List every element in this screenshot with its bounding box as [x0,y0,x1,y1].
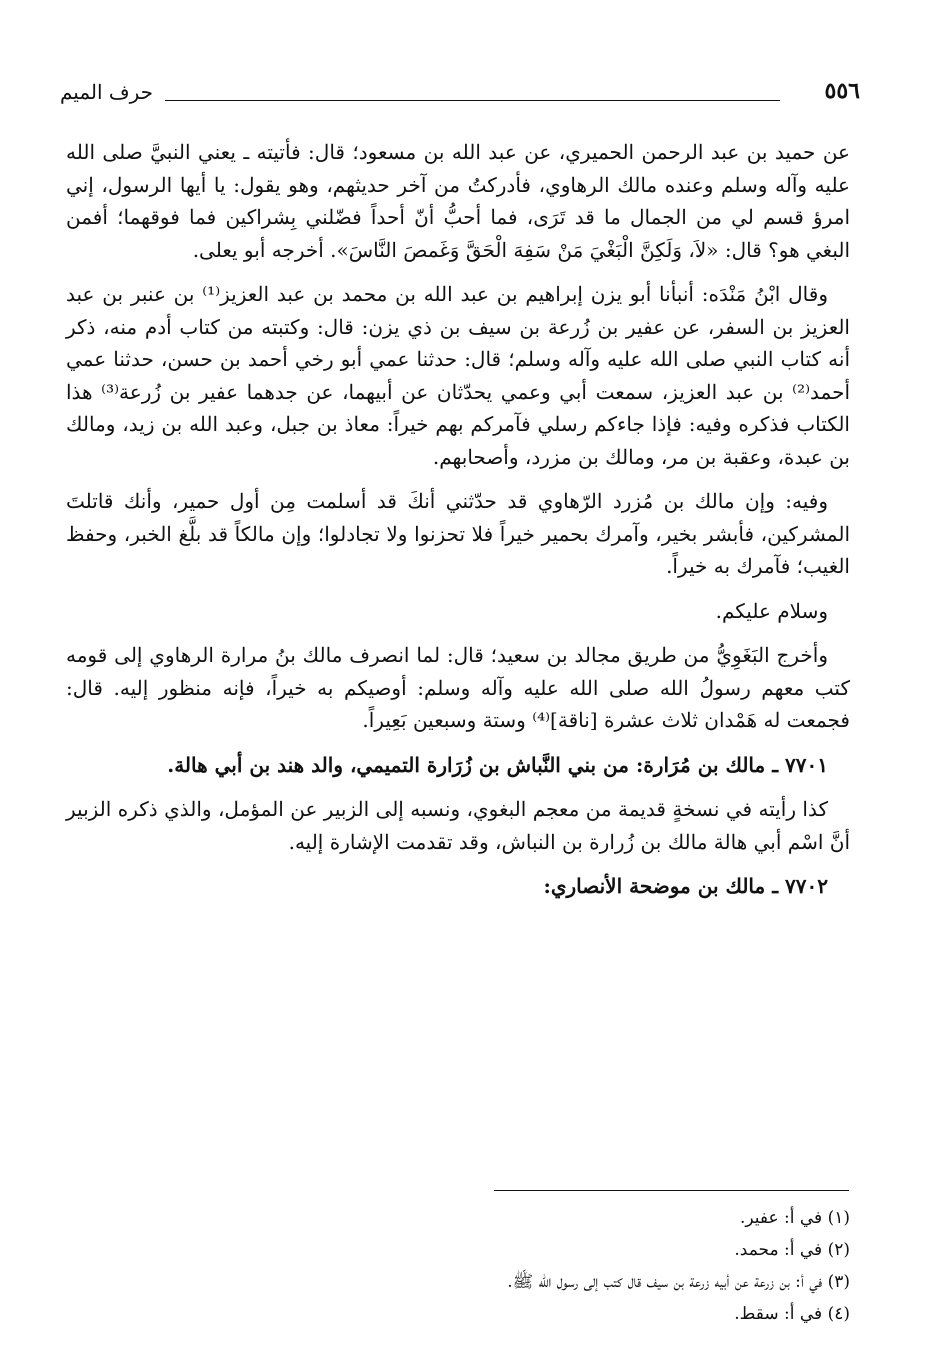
entry-7701: ٧٧٠١ ـ مالك بن مُرَارة: من بني النَّباش بن زُرَارة التميمي، والد هند بن أبي هالة. [167,752,828,777]
paragraph-4: وسلام عليكم. [715,598,828,623]
paragraph-7: كذا رأيته في نسخةٍ قديمة من معجم البغوي، ونسبه إلى الزبير عن المؤمل، والذي ذكره الزبير أنَّ اسْم أبي هالة مالك بن زُرارة بن النباش، وقد تقدمت الإشارة إليه. [66,797,850,854]
entry-7702: ٧٧٠٢ ـ مالك بن موضحة الأنصاري: [543,874,828,898]
header-rule [165,100,780,101]
paragraph-1: عن حميد بن عبد الرحمن الحميري، عن عبد الله بن مسعود؛ قال: فأتيته ـ يعني النبيَّ صلى الله عليه وآله وسلم وعنده مالك الرهاوي، فأدركتُ من آخر حديثهم، وهو يقول: يا أيها الرسول، إني امرؤ قسم لي من الجمال ما قد تَرَى، فما أحبُّ أنّ أحداً فضّلني بِشراكين فما فوقهما؛ أفمن البغي هو؟ قال: «لاَ، وَلَكِنَّ الْبَغْيَ مَنْ سَفِهَ الْحَقَّ وَغَمصَ النَّاسَ». أخرجه أبو يعلى. [66,140,850,262]
page-header [60,78,860,110]
paragraph-5: وأخرج البَغَوِيُّ من طريق مجالد بن سعيد؛ قال: لما انصرف مالك بنُ مرارة الرهاوي إلى قومه كتب معهم رسولُ الله صلى الله عليه وآله وسلم: أوصيكم به خيراً، فإنه منظور إليه. قال: فجمعت له هَمْدان ثلاث عشرة [ناقة]⁽⁴⁾ وستة وسبعين بَعِيراً. [66,643,850,732]
paragraph-2: وقال ابْنُ مَنْدَه: أنبأنا أبو يزن إبراهيم بن عبد الله بن محمد بن عبد العزيز⁽¹⁾ بن عنبر بن عبد العزيز بن السفر، عن عفير بن زُرعة بن سيف بن ذي يزن: قال: وكتبته من كتاب أدم منه، ذكر أنه كتاب النبي صلى الله عليه وآله وسلم؛ قال: حدثنا عمي أبو رخي أحمد بن حسن، حدثنا عمي أحمد⁽²⁾ بن عبد العزيز، سمعت أبي وعمي يحدّثان عن أبيهما، عن جدهما عفير بن زُرعة⁽³⁾ هذا الكتاب فذكره وفيه: فإذا جاءكم رسلي فآمركم بهم خيراً: معاذ بن جبل، وعبد الله بن زيد، ومالك بن عبدة، وعقبة بن مر، ومالك بن مزرد، وأصحابهم. [66,282,851,469]
footnote-4: (٤) في أ: سقط. [734,1304,850,1324]
footnote-1: (١) في أ: عفير. [739,1208,850,1228]
footnote-2: (٢) في أ: محمد. [734,1240,850,1260]
footnote-rule [494,1190,849,1191]
paragraph-3: وفيه: وإن مالك بن مُزرد الرّهاوي قد حدّثني أنكَ قد أسلمت مِن أول حمير، وأنك قاتلتَ المشركين، فأبشر بخير، وآمرك بحمير خيراً فلا تحزنوا ولا تجادلوا؛ وإن مالكاً قد بلَّغ الخبر، وحفظ الغيب؛ فآمرك به خيراً. [66,489,850,578]
footnote-3: (٣) في أ: بن زرعة عن أبيه زرعة بن سيف قال كتب إلى رسول الله ﷺ. [507,1272,850,1292]
main-text [66,136,850,915]
page-number: ٥٥٦ [824,78,860,104]
footnotes [150,1202,850,1330]
page-title: حرف الميم [60,80,154,104]
